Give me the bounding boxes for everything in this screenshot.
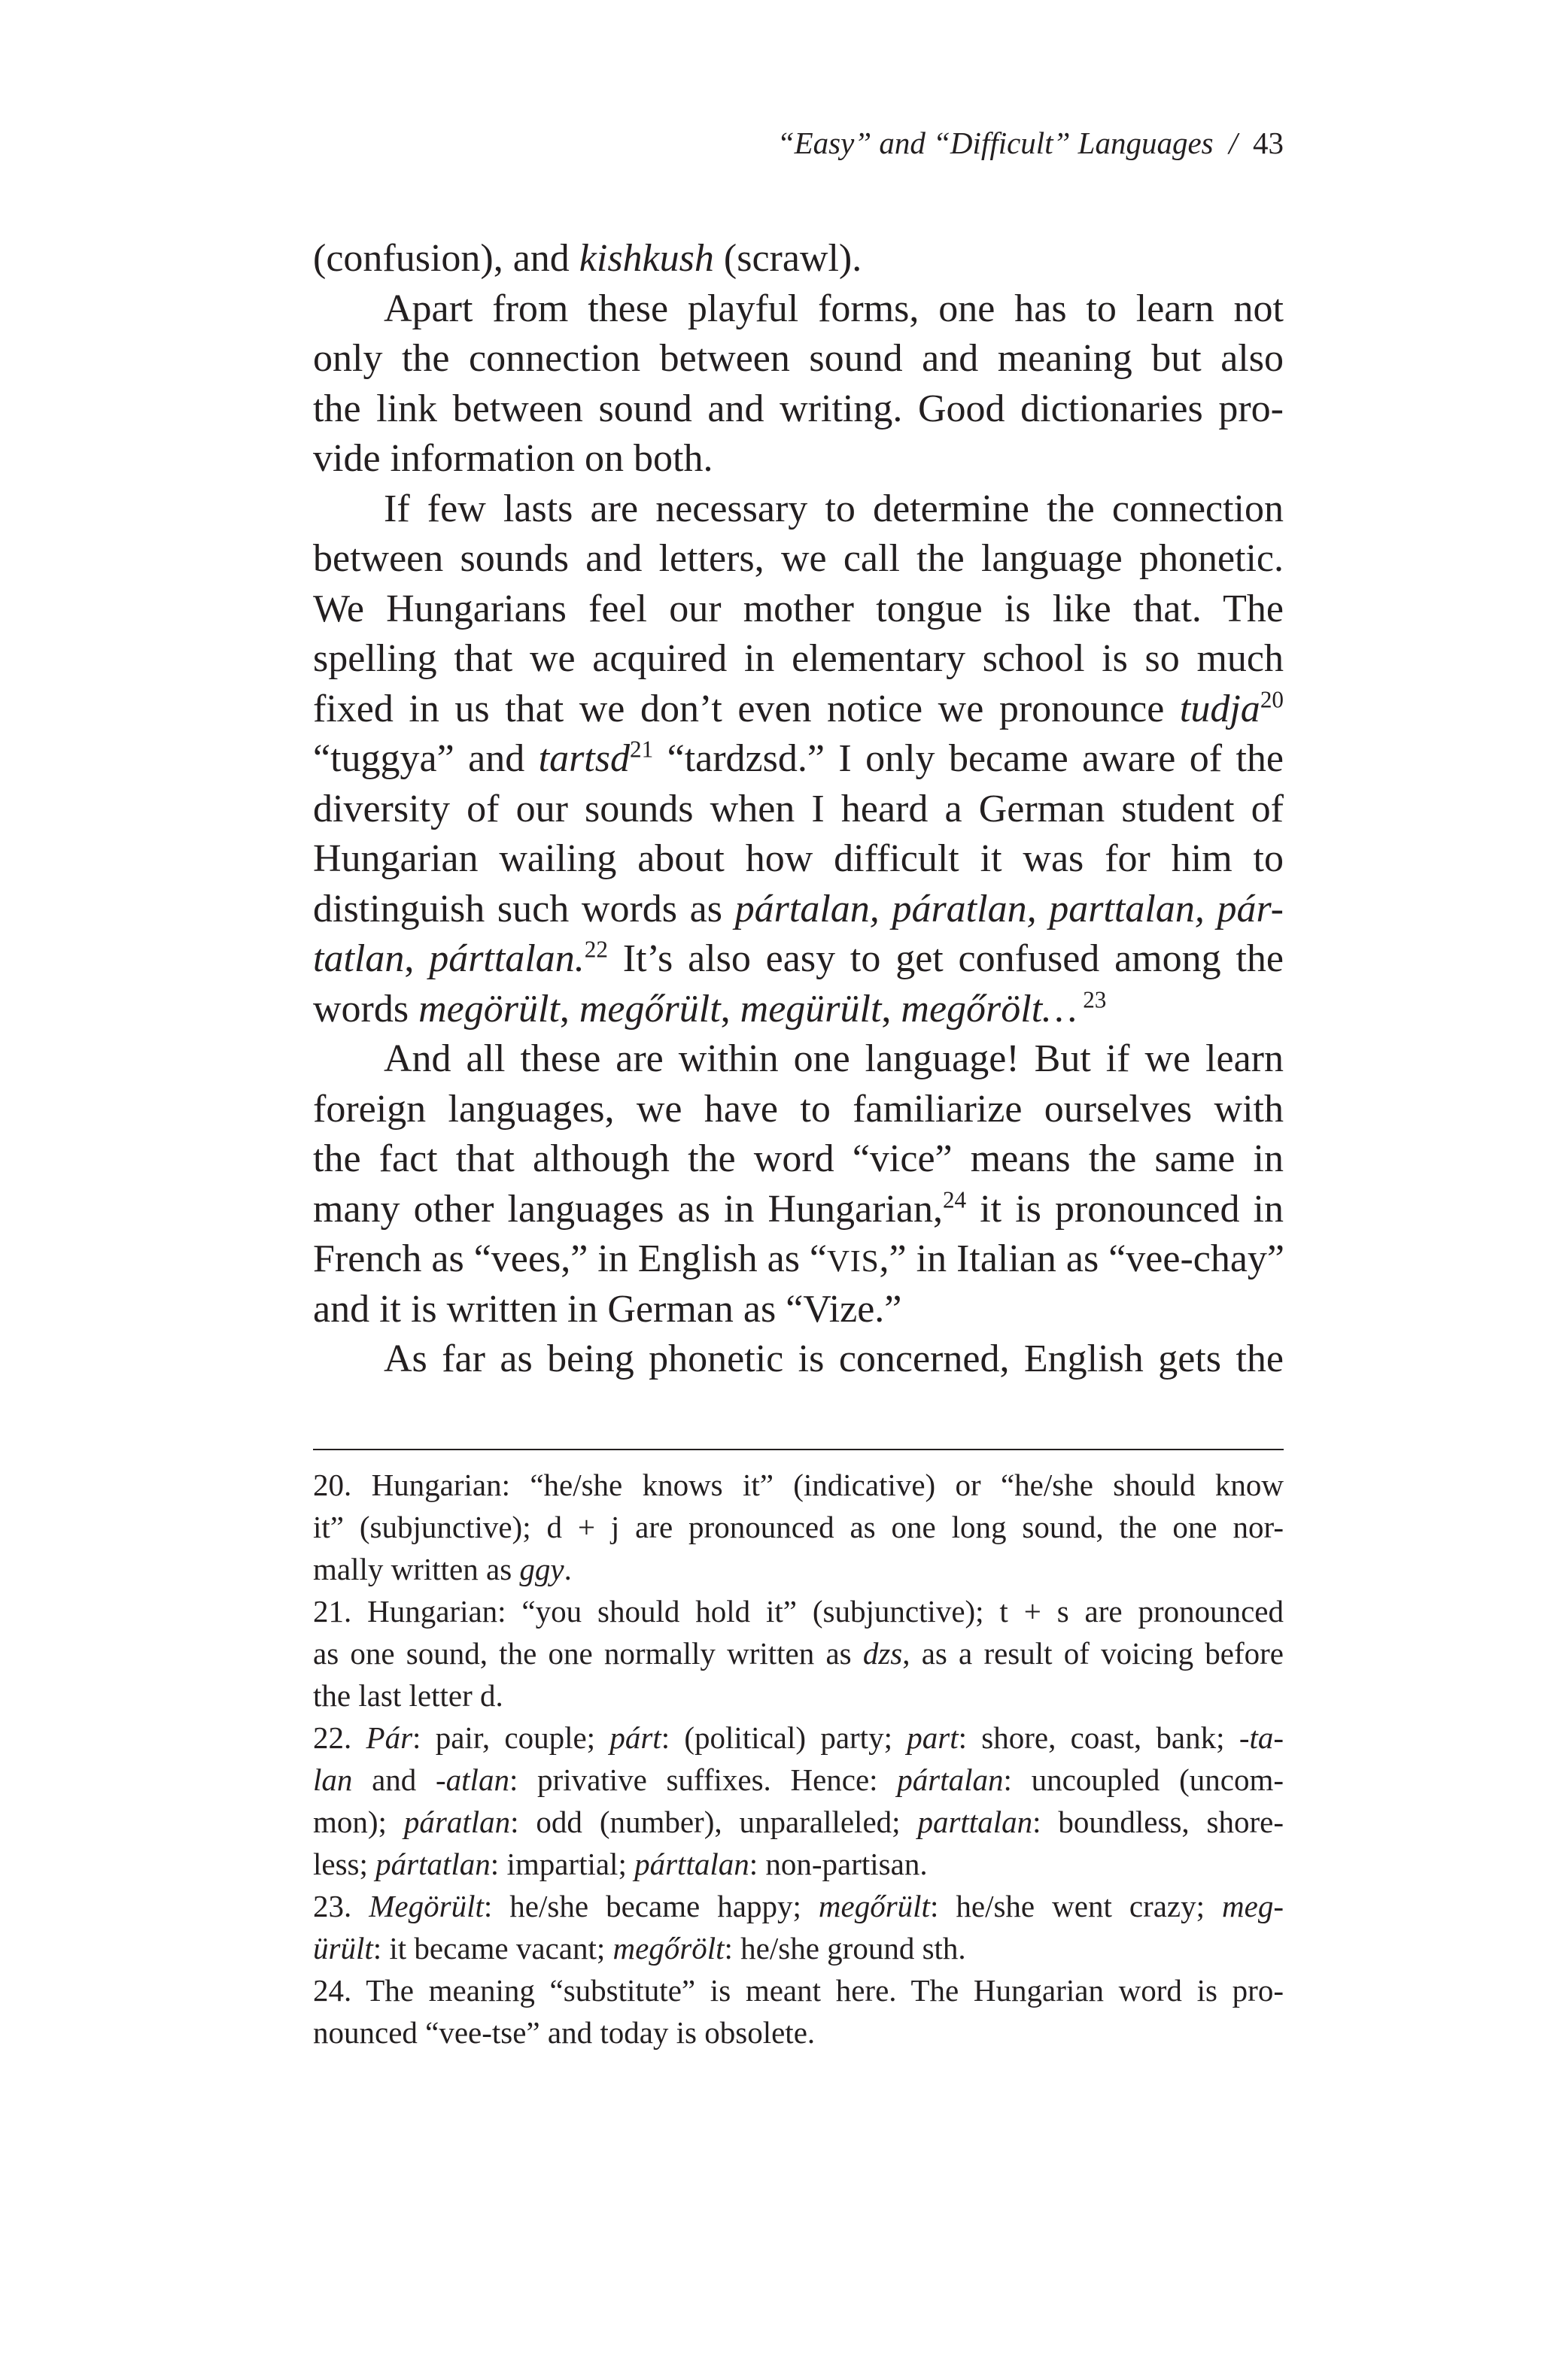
text-run: pártalan	[897, 1762, 1004, 1797]
body-line	[313, 685, 1284, 735]
body-line	[313, 1085, 1284, 1135]
text-run: ,	[881, 987, 901, 1031]
text-run: kishkush	[579, 237, 714, 280]
text-run: it” (subjunctive); d + j are pronounced as one long sound, the one nor-	[313, 1510, 1284, 1544]
text-run: As far as being phonetic is concerned, English gets the	[384, 1337, 1284, 1380]
text-run: párt	[609, 1720, 661, 1755]
text-run: : boundless, shore-	[1032, 1805, 1284, 1839]
text-run: : non-partisan.	[749, 1847, 928, 1881]
text-run: it is pronounced in	[966, 1187, 1284, 1231]
body-line	[313, 284, 1284, 335]
body-line	[313, 484, 1284, 535]
text-run: between sounds and letters, we call the language phonetic.	[313, 537, 1284, 580]
text-run: 22.	[313, 1720, 366, 1755]
text-run: megörült	[418, 987, 560, 1031]
text-run: spelling that we acquired in elementary school is so much	[313, 637, 1284, 680]
body-line	[313, 734, 1284, 785]
text-run: 21. Hungarian: “you should hold it” (subjunctive); t + s are pronounced	[313, 1594, 1284, 1629]
footnote-ref: 24	[942, 1185, 967, 1213]
text-run: tartsd	[538, 737, 630, 780]
footnote-line	[313, 1506, 1284, 1548]
body-line	[313, 885, 1284, 935]
body-line	[313, 534, 1284, 584]
text-run: French as “vees,” in English as “	[313, 1237, 828, 1280]
body-line	[313, 934, 1284, 985]
text-run: tatlan	[313, 937, 405, 980]
text-run: , as a result of voicing before	[902, 1636, 1284, 1671]
body-line	[313, 834, 1284, 885]
text-run: less;	[313, 1847, 376, 1881]
text-run: : he/she went crazy;	[929, 1889, 1223, 1923]
body-line	[313, 1134, 1284, 1185]
text-run: ,	[404, 937, 430, 980]
text-run: : he/she ground sth.	[724, 1931, 966, 1966]
footnote-line	[313, 1885, 1284, 1927]
text-run: and	[352, 1762, 436, 1797]
text-run: words	[313, 987, 419, 1031]
text-run: Megörült	[369, 1889, 484, 1923]
text-run: many other languages as in Hungarian,	[313, 1187, 943, 1231]
running-head-separator: /	[1229, 126, 1238, 160]
text-run: nounced “vee-tse” and today is obsolete.	[313, 2015, 816, 2050]
text-run: páratlan	[403, 1805, 511, 1839]
text-run: (scrawl).	[713, 237, 862, 280]
text-run: : shore, coast, bank;	[958, 1720, 1239, 1755]
footnote-line	[313, 1548, 1284, 1590]
body-line	[313, 1334, 1284, 1385]
body-line	[313, 434, 1284, 484]
footnote-ref: 22	[584, 936, 608, 963]
text-run: Apart from these playful forms, one has to learn not	[384, 287, 1284, 330]
text-run: pártalan, páratlan, parttalan, pár-	[734, 887, 1284, 930]
text-run: -ta-	[1239, 1720, 1284, 1755]
text-run: only the connection between sound and meaning but also	[313, 337, 1284, 380]
body-text	[313, 234, 1284, 1385]
text-run: as one sound, the one normally written as	[313, 1636, 863, 1671]
footnote-line	[313, 1759, 1284, 1801]
text-run: distinguish such words as	[313, 887, 735, 930]
footnote-line	[313, 1927, 1284, 1969]
body-line	[313, 1234, 1284, 1285]
text-run: párttalan.	[429, 937, 585, 980]
text-run: And all these are within one language! But if we learn	[384, 1037, 1284, 1080]
footnote-line	[313, 1674, 1284, 1717]
text-run: VIS	[827, 1243, 880, 1278]
body-line	[313, 384, 1284, 435]
body-line	[313, 1034, 1284, 1085]
text-run: .	[564, 1552, 572, 1586]
text-run: párttalan	[634, 1847, 749, 1881]
body-line	[313, 634, 1284, 685]
text-run: megőrült	[579, 987, 721, 1031]
body-line	[313, 985, 1284, 1035]
text-run: If few lasts are necessary to determine the connection	[384, 487, 1284, 530]
text-run: 20. Hungarian: “he/she knows it” (indicative) or “he/she should know	[313, 1468, 1284, 1502]
running-head-title: “Easy” and “Difficult” Languages	[777, 126, 1214, 160]
body-line	[313, 584, 1284, 635]
text-run: ggy	[519, 1552, 564, 1586]
text-run: 24. The meaning “substitute” is meant here. The Hungarian word is pro-	[313, 1973, 1284, 2008]
text-run: -atlan	[436, 1762, 509, 1797]
text-run: parttalan	[917, 1805, 1033, 1839]
text-run: Pár	[366, 1720, 413, 1755]
footnote-line	[313, 1632, 1284, 1674]
body-line	[313, 1185, 1284, 1235]
page-number: 43	[1253, 126, 1284, 160]
text-run: mon);	[313, 1805, 404, 1839]
text-run: tudja	[1179, 687, 1260, 730]
footnotes	[313, 1464, 1284, 2054]
text-run: : (political) party;	[661, 1720, 907, 1755]
text-run: megőrölt	[612, 1931, 725, 1966]
footnote-line	[313, 2011, 1284, 2054]
footnote-line	[313, 1590, 1284, 1632]
text-run: the last letter d.	[313, 1678, 503, 1713]
body-line	[313, 1285, 1284, 1335]
text-run: (confusion), and	[313, 237, 579, 280]
text-run: Hungarian wailing about how difficult it was for him to	[313, 837, 1284, 880]
text-run: : uncoupled (uncom-	[1003, 1762, 1284, 1797]
text-run: lan	[313, 1762, 353, 1797]
footnote-line	[313, 1969, 1284, 2011]
text-run: : it became vacant;	[372, 1931, 613, 1966]
body-line	[313, 785, 1284, 835]
footnote-line	[313, 1464, 1284, 1506]
footnote-ref: 23	[1077, 985, 1107, 1012]
text-run: pártatlan	[375, 1847, 491, 1881]
text-run: vide information on both.	[313, 437, 713, 480]
text-run: ,	[720, 987, 740, 1031]
text-run: megürült	[740, 987, 882, 1031]
text-run: ürült	[313, 1931, 373, 1966]
text-run: : odd (number), unparalleled;	[510, 1805, 918, 1839]
text-run: diversity of our sounds when I heard a German student of	[313, 787, 1284, 830]
footnote-line	[313, 1717, 1284, 1759]
text-run: megőrült	[818, 1889, 930, 1923]
text-run: part	[907, 1720, 959, 1755]
text-run: meg-	[1222, 1889, 1284, 1923]
text-run: ,	[559, 987, 579, 1031]
body-line	[313, 234, 1284, 284]
text-run: fixed in us that we don’t even notice we pronounce	[313, 687, 1180, 730]
text-run: 23.	[313, 1889, 369, 1923]
text-run: : privative suffixes. Hence:	[509, 1762, 898, 1797]
text-run: “tuggya” and	[313, 737, 539, 780]
text-run: foreign languages, we have to familiarize ourselves with	[313, 1087, 1284, 1131]
footnote-ref: 21	[630, 736, 654, 763]
text-run: : he/she became happy;	[483, 1889, 819, 1923]
text-run: “tardzsd.” I only became aware of the	[653, 737, 1284, 780]
body-line	[313, 334, 1284, 384]
footnote-line	[313, 1843, 1284, 1885]
running-head	[313, 128, 1284, 159]
text-run: dzs	[862, 1636, 903, 1671]
text-run: : impartial;	[490, 1847, 635, 1881]
text-run: the fact that although the word “vice” means the same in	[313, 1137, 1284, 1180]
text-run: ,” in Italian as “vee-chay”	[879, 1237, 1285, 1280]
footnote-rule	[313, 1449, 1284, 1450]
text-run: megőrölt…	[901, 987, 1077, 1031]
footnote-line	[313, 1801, 1284, 1843]
footnote-ref: 20	[1260, 685, 1284, 712]
text-run: : pair, couple;	[412, 1720, 610, 1755]
text-run: the link between sound and writing. Good dictionaries pro-	[313, 387, 1284, 430]
text-run: and it is written in German as “Vize.”	[313, 1287, 902, 1331]
text-run: We Hungarians feel our mother tongue is like that. The	[313, 587, 1284, 630]
text-run: It’s also easy to get confused among the	[607, 937, 1284, 980]
text-run: mally written as	[313, 1552, 520, 1586]
